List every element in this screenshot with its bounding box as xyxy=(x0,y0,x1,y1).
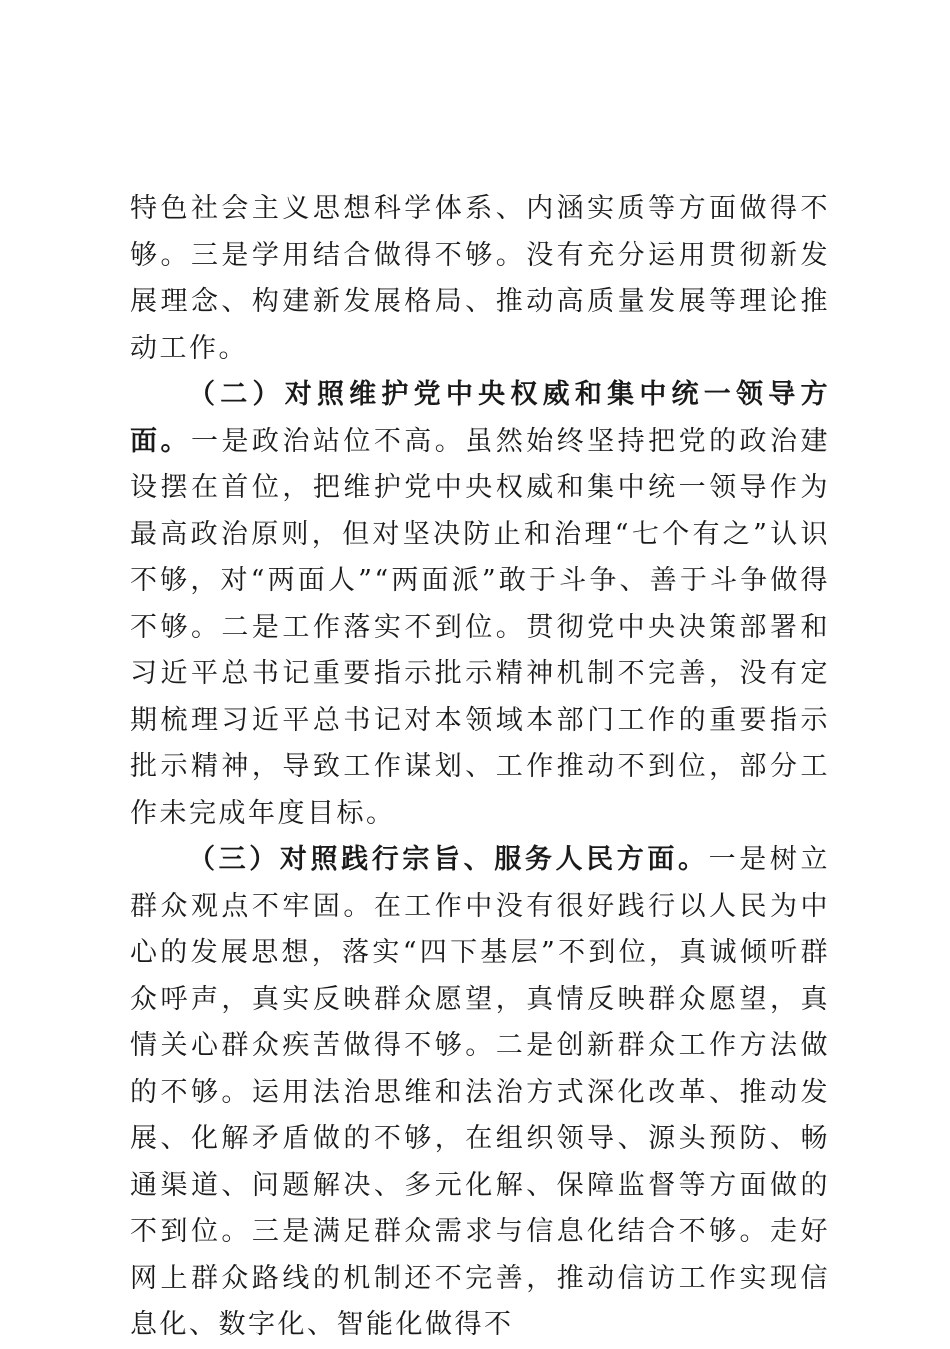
document-body xyxy=(130,186,830,1349)
paragraph-continuation xyxy=(130,186,830,372)
paragraph-text: 一是树立群众观点不牢固。在工作中没有很好践行以人民为中心的发展思想，落实“四下基层”不到位，真诚倾听群众呼声，真实反映群众愿望，真情反映群众愿望，真情关心群众疾苦做得不够。二是创新群众工作方法做的不够。运用法治思维和法治方式深化改革、推动发展、化解矛盾做的不够，在组织领导、源头预防、畅通渠道、问题解决、多元化解、保障监督等方面做的不到位。三是满足群众需求与信息化结合不够。走好网上群众路线的机制还不完善，推动信访工作实现信息化、数字化、智能化做得不 xyxy=(130,844,830,1340)
paragraph-section-two xyxy=(130,372,830,837)
paragraph-text: 特色社会主义思想科学体系、内涵实质等方面做得不够。三是学用结合做得不够。没有充分运用贯彻新发展理念、构建新发展格局、推动高质量发展等理论推动工作。 xyxy=(130,193,830,364)
paragraph-section-three xyxy=(130,837,830,1349)
section-heading: （二）对照维护党中央权威和集中统一领导方面。 xyxy=(130,379,830,457)
section-heading: （三）对照践行宗旨、服务人民方面。 xyxy=(188,844,709,875)
paragraph-text: 一是政治站位不高。虽然始终坚持把党的政治建设摆在首位，把维护党中央权威和集中统一领导作为最高政治原则，但对坚决防止和治理“七个有之”认识不够，对“两面人”“两面派”敢于斗争、善于斗争做得不够。二是工作落实不到位。贯彻党中央决策部署和习近平总书记重要指示批示精神机制不完善，没有定期梳理习近平总书记对本领域本部门工作的重要指示批示精神，导致工作谋划、工作推动不到位，部分工作未完成年度目标。 xyxy=(130,425,831,829)
